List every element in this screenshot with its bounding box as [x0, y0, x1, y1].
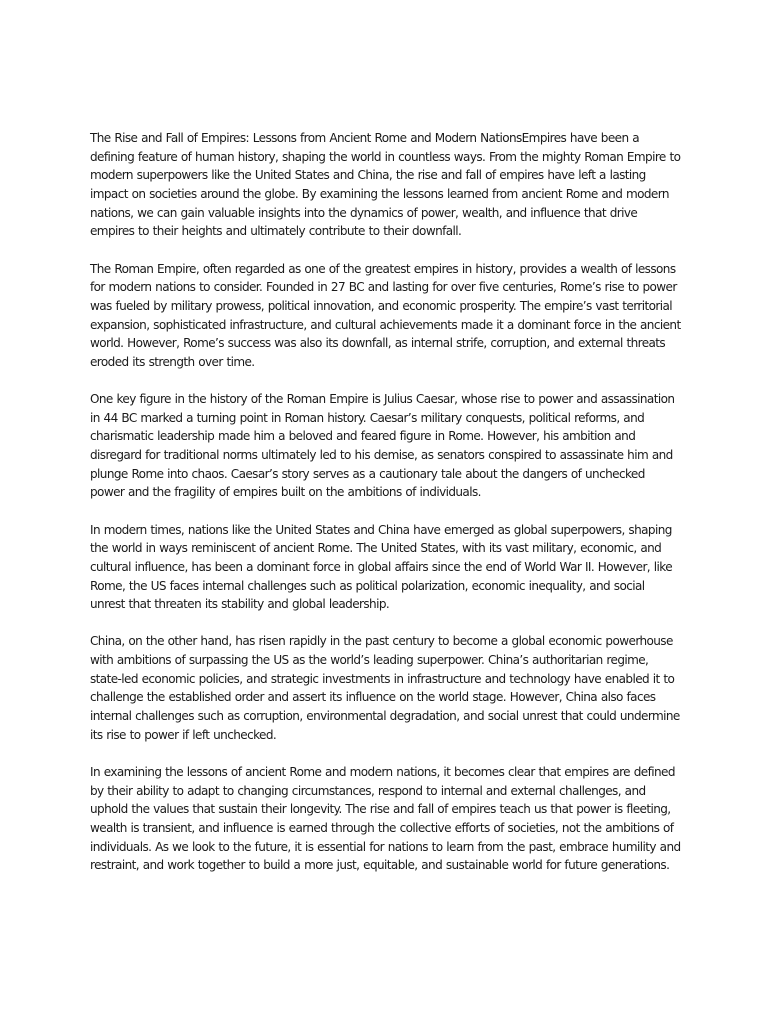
paragraph-united-states: In modern times, nations like the United States and China have emerged as global superpowers, shaping the world in ways reminiscent of ancient Rome. The United States, with its vast military, economic, and cultural influence, has been a dominant force in global affairs since the end of World War II. However, like Rome, the US faces internal challenges such as political polarization, economic inequality, and social unrest that threaten its stability and global leadership.: [90, 522, 673, 612]
paragraph-intro: The Rise and Fall of Empires: Lessons from Ancient Rome and Modern NationsEmpires have been a defining feature of human history, shaping the world in countless ways. From the mighty Roman Empire to modern superpowers like the United States and China, the rise and fall of empires have left a lasting impact on societies around the globe. By examining the lessons learned from ancient Rome and modern nations, we can gain valuable insights into the dynamics of power, wealth, and influence that drive empires to their heights and ultimately contribute to their downfall.: [90, 131, 681, 239]
document-body: [90, 129, 682, 894]
paragraph-roman-empire: The Roman Empire, often regarded as one of the greatest empires in history, provides a wealth of lessons for modern nations to consider. Founded in 27 BC and lasting for over five centuries, Rome’s rise to power was fueled by military prowess, political innovation, and economic prosperity. The empire’s vast territorial expansion, sophisticated infrastructure, and cultural achievements made it a dominant force in the ancient world. However, Rome’s success was also its downfall, as internal strife, corruption, and external threats eroded its strength over time.: [90, 261, 681, 369]
paragraph-conclusion: In examining the lessons of ancient Rome and modern nations, it becomes clear that empires are defined by their ability to adapt to changing circumstances, respond to internal and external challenges, and uphold the values that sustain their longevity. The rise and fall of empires teach us that power is fleeting, wealth is transient, and influence is earned through the collective efforts of societies, not the ambitions of individuals. As we look to the future, it is essential for nations to learn from the past, embrace humility and restraint, and work together to build a more just, equitable, and sustainable world for future generations.: [90, 765, 681, 873]
paragraph-china: China, on the other hand, has risen rapidly in the past century to become a global economic powerhouse with ambitions of surpassing the US as the world’s leading superpower. China’s authoritarian regime, state-led economic policies, and strategic investments in infrastructure and technology have enabled it to challenge the established order and assert its influence on the world stage. However, China also faces internal challenges such as corruption, environmental degradation, and social unrest that could undermine its rise to power if left unchecked.: [90, 634, 680, 742]
paragraph-julius-caesar: One key figure in the history of the Roman Empire is Julius Caesar, whose rise to power and assassination in 44 BC marked a turning point in Roman history. Caesar’s military conquests, political reforms, and charismatic leadership made him a beloved and feared figure in Rome. However, his ambition and disregard for traditional norms ultimately led to his demise, as senators conspired to assassinate him and plunge Rome into chaos. Caesar’s story serves as a cautionary tale about the dangers of unchecked power and the fragility of empires built on the ambitions of individuals.: [90, 392, 675, 500]
